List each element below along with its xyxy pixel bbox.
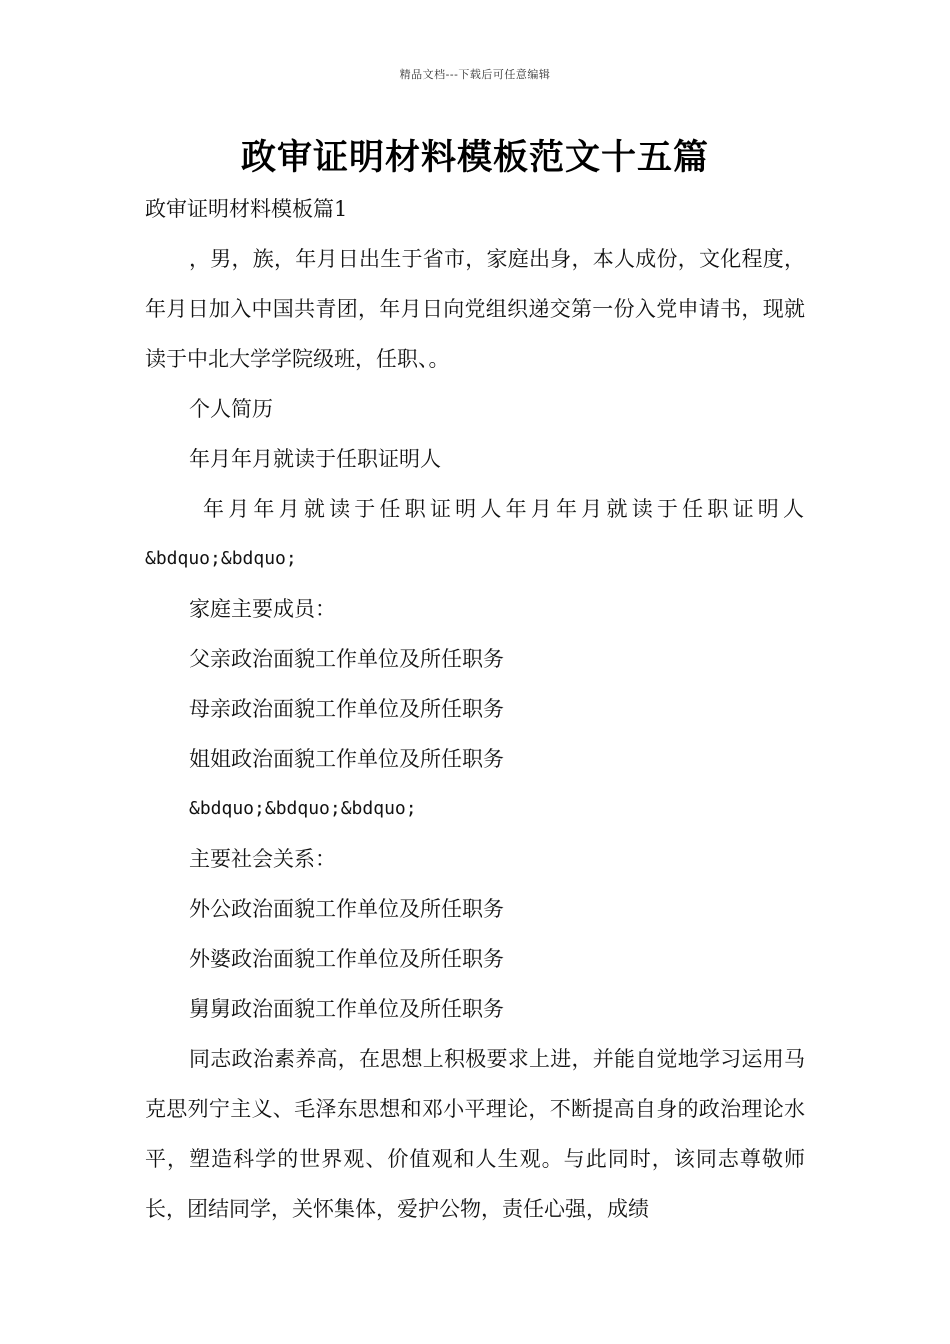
- resume-line-repeated: 年月年月就读于任职证明人年月年月就读于任职证明人: [203, 497, 805, 521]
- social-relation-uncle: 舅舅政治面貌工作单位及所任职务: [189, 997, 504, 1021]
- family-member-father: 父亲政治面貌工作单位及所任职务: [189, 647, 504, 671]
- resume-line: 年月年月就读于任职证明人: [189, 447, 441, 471]
- family-member-mother: 母亲政治面貌工作单位及所任职务: [189, 697, 504, 721]
- header-note: 精品文档---下载后可任意编辑: [399, 68, 551, 81]
- resume-line-tail: &bdquo;&bdquo;: [145, 548, 297, 569]
- document-body: [145, 184, 805, 1234]
- family-ellipsis: &bdquo;&bdquo;&bdquo;: [189, 798, 417, 819]
- evaluation-paragraph: 同志政治素养高，在思想上积极要求上进，并能自觉地学习运用马克思列宁主义、毛泽东思想和邓小平理论，不断提高自身的政治理论水平，塑造科学的世界观、价值观和人生观。与此同时，该同志尊敬师长，团结同学，关怀集体，爱护公物，责任心强，成绩: [145, 1047, 805, 1221]
- document-title: 政审证明材料模板范文十五篇: [240, 138, 709, 178]
- social-relation-grandfather: 外公政治面貌工作单位及所任职务: [189, 897, 504, 921]
- family-member-sister: 姐姐政治面貌工作单位及所任职务: [189, 747, 504, 771]
- family-label: 家庭主要成员：: [189, 597, 336, 621]
- section-heading: 政审证明材料模板篇1: [145, 197, 348, 221]
- intro-paragraph: ，男，族，年月日出生于省市，家庭出身，本人成份，文化程度，年月日加入中国共青团，年月日向党组织递交第一份入党申请书，现就读于中北大学学院级班，任职、。: [145, 247, 805, 371]
- resume-label: 个人简历: [189, 397, 273, 421]
- social-relations-label: 主要社会关系：: [189, 847, 336, 871]
- social-relation-grandmother: 外婆政治面貌工作单位及所任职务: [189, 947, 504, 971]
